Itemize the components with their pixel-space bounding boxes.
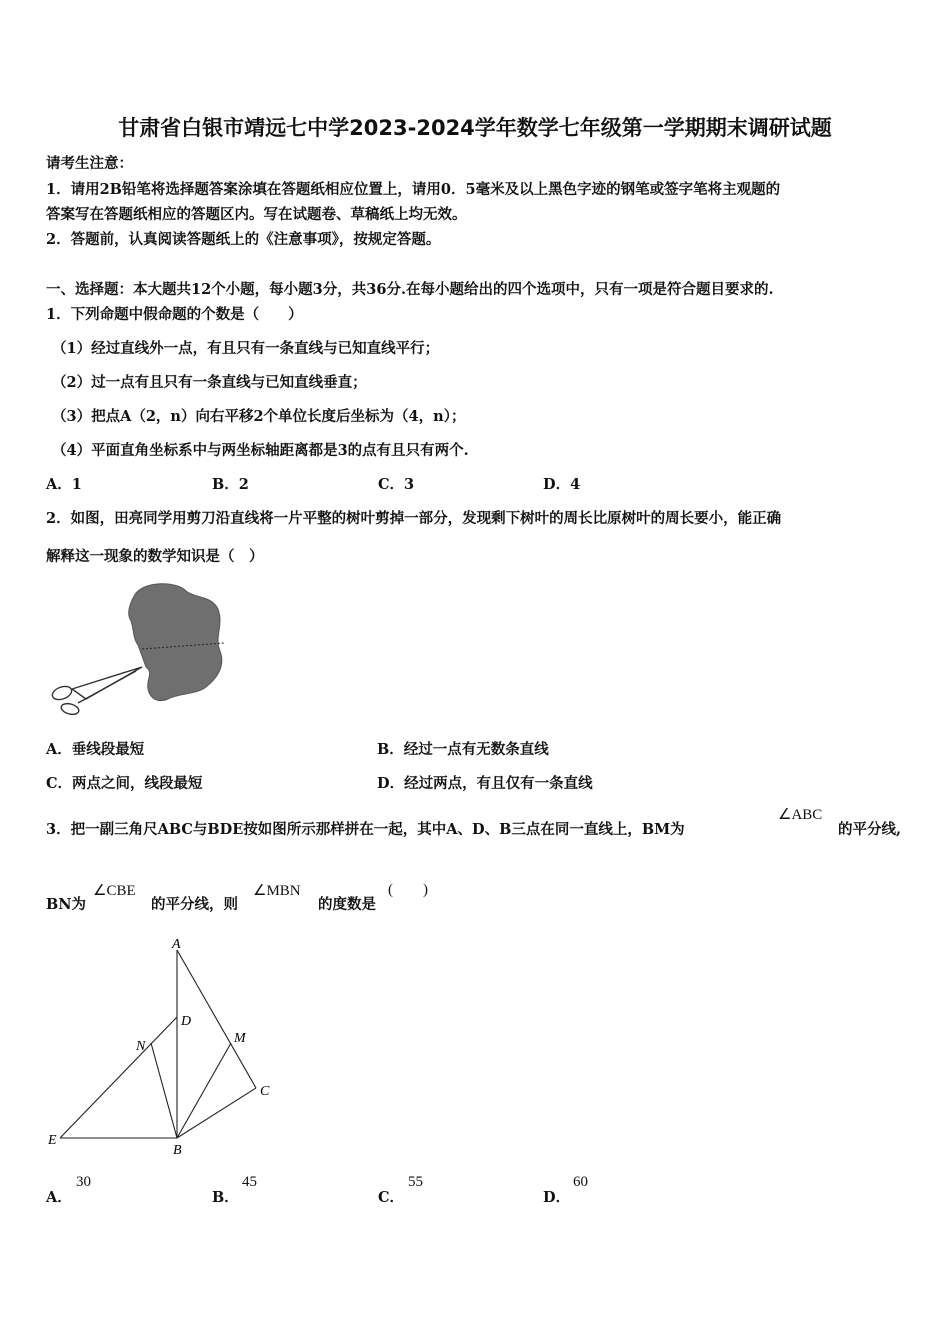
section-heading: 一、选择题：本大题共12个小题，每小题3分，共36分.在每小题给出的四个选项中，只有一项是符合题目要求的. xyxy=(46,281,774,298)
q1-statement-2: （2）过一点有且只有一条直线与已知直线垂直； xyxy=(52,374,367,391)
q1-stem: 1．下列命题中假命题的个数是（ ） xyxy=(46,306,303,323)
page-title: 甘肃省白银市靖远七中学2023-2024学年数学七年级第一学期期末调研试题 xyxy=(118,116,832,140)
segment-bn xyxy=(151,1043,177,1138)
label-m: M xyxy=(234,1031,246,1046)
label-d: D xyxy=(181,1014,192,1029)
q1-statement-1: （1）经过直线外一点，有且只有一条直线与已知直线平行； xyxy=(52,340,440,357)
segment-ed xyxy=(60,1017,177,1138)
q1-option-d: D．4 xyxy=(543,476,581,493)
q2-option-d: D．经过两点，有且仅有一条直线 xyxy=(377,775,593,792)
label-a: A xyxy=(172,937,181,952)
q3-option-d-letter: D． xyxy=(543,1189,571,1206)
q3-option-a-value: 30 xyxy=(76,1174,91,1190)
q3-option-b-value: 45 xyxy=(242,1174,257,1190)
notice-line-1b: 答案写在答题纸相应的答题区内。写在试题卷、草稿纸上均无效。 xyxy=(46,206,467,223)
angle-mbn: ∠MBN xyxy=(253,883,301,899)
notice-heading: 请考生注意： xyxy=(46,155,133,172)
leaf-scissors-figure xyxy=(46,575,236,720)
q2-stem-line-2: 解释这一现象的数学知识是（ ） xyxy=(46,548,264,565)
q3-stem-line-2-start: BN为 xyxy=(46,896,87,913)
q3-stem-line-2-end: 的度数是 xyxy=(318,896,376,913)
q3-option-b-letter: B． xyxy=(212,1189,239,1206)
angle-cbe: ∠CBE xyxy=(93,883,136,899)
q1-option-b: B．2 xyxy=(212,476,249,493)
triangle-figure xyxy=(40,930,290,1160)
q3-option-d-value: 60 xyxy=(573,1174,588,1190)
angle-abc: ∠ABC xyxy=(778,807,823,823)
q3-stem-line-2-mid: 的平分线，则 xyxy=(151,896,238,913)
segment-bm xyxy=(177,1043,231,1138)
q1-option-c: C．3 xyxy=(378,476,415,493)
notice-line-1: 1．请用2B铅笔将选择题答案涂填在答题纸相应位置上，请用0．5毫米及以上黑色字迹的钢笔或签字笔将主观题的 xyxy=(46,181,781,198)
answer-paren: ( ) xyxy=(388,882,428,898)
segment-cb xyxy=(177,1088,256,1138)
q1-statement-3: （3）把点A（2，n）向右平移2个单位长度后坐标为（4，n）； xyxy=(52,408,466,425)
label-b: B xyxy=(173,1143,182,1158)
q2-option-b: B．经过一点有无数条直线 xyxy=(377,741,549,758)
scissors-icon xyxy=(51,667,142,716)
label-c: C xyxy=(260,1084,270,1099)
label-n: N xyxy=(136,1039,146,1054)
q3-option-c-value: 55 xyxy=(408,1174,423,1190)
q2-option-a: A．垂线段最短 xyxy=(46,741,145,758)
q3-option-a-letter: A． xyxy=(46,1189,72,1206)
q2-option-c: C．两点之间，线段最短 xyxy=(46,775,203,792)
leaf-shape xyxy=(129,584,222,701)
q3-option-c-letter: C． xyxy=(378,1189,405,1206)
label-e: E xyxy=(48,1133,57,1148)
q3-stem-line-1-end: 的平分线, xyxy=(838,821,902,838)
q1-statement-4: （4）平面直角坐标系中与两坐标轴距离都是3的点有且只有两个. xyxy=(52,442,469,459)
q3-stem-line-1: 3．把一副三角尺ABC与BDE按如图所示那样拼在一起，其中A、D、B三点在同一直线上，BM为 xyxy=(46,821,685,838)
q1-option-a: A．1 xyxy=(46,476,82,493)
notice-line-2: 2．答题前，认真阅读答题纸上的《注意事项》，按规定答题。 xyxy=(46,231,441,248)
q2-stem-line-1: 2．如图，田亮同学用剪刀沿直线将一片平整的树叶剪掉一部分，发现剩下树叶的周长比原树叶的周长要小，能正确 xyxy=(46,510,782,527)
